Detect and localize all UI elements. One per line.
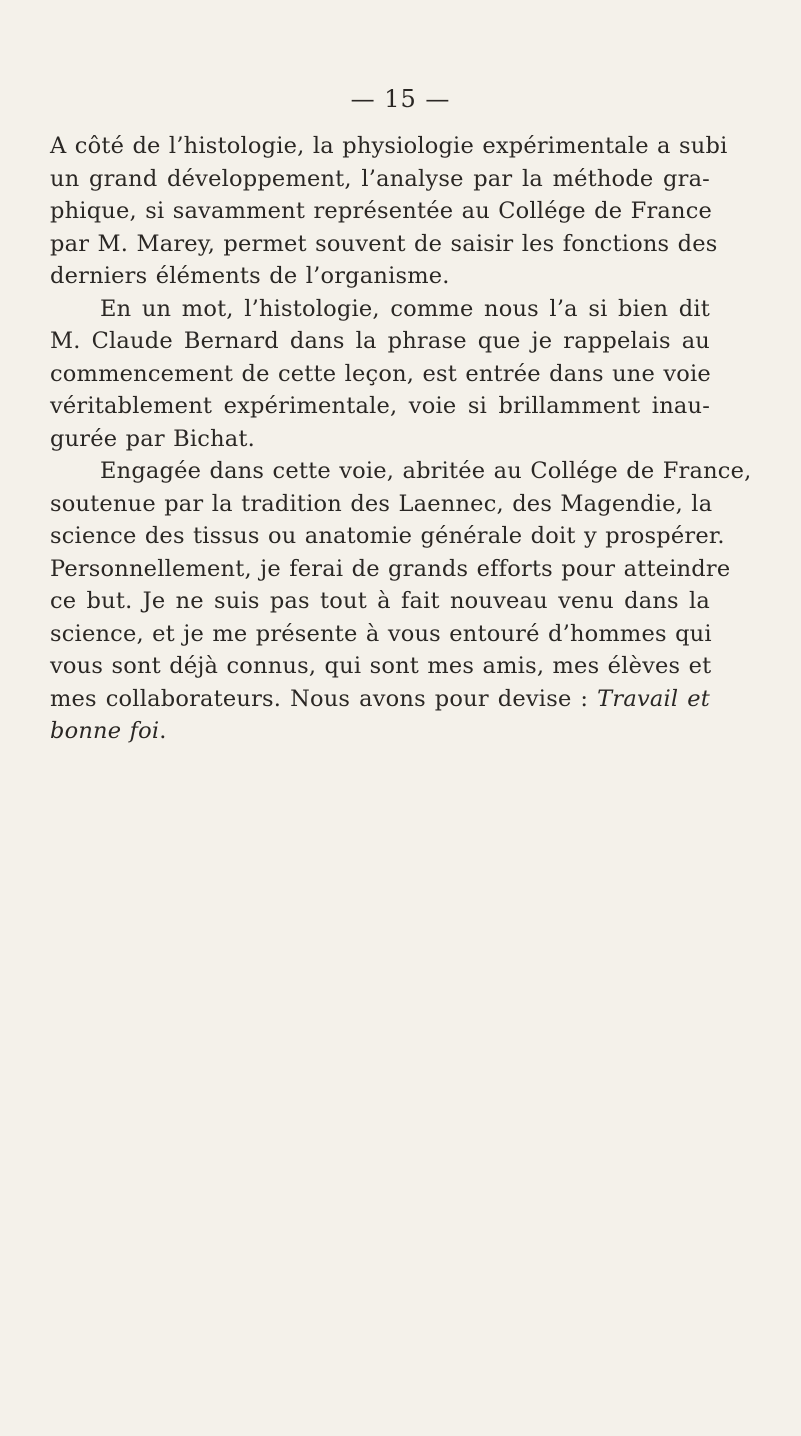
paragraph-3-line-4: Personnellement, je ferai de grands efforts pour atteindre	[50, 555, 731, 582]
text-body	[50, 130, 752, 748]
motto-period: .	[159, 718, 167, 744]
paragraph-3-line-7: vous sont déjà connus, qui sont mes amis, mes élèves et	[50, 653, 712, 679]
paragraph-3-line-8	[50, 683, 710, 716]
paragraph-1-line-2: un grand développement, l’analyse par la méthode gra-	[50, 165, 710, 192]
paragraph-2-line-3: commencement de cette leçon, est entrée dans une voie	[50, 360, 711, 387]
closing-line-text: mes collaborateurs. Nous avons pour devise :	[50, 685, 598, 712]
paragraph-1-line-3: phique, si savamment représentée au Collége de France	[50, 198, 713, 224]
paragraph-1-line-4: par M. Marey, permet souvent de saisir les fonctions des	[50, 230, 718, 257]
paragraph-1-line-5: derniers éléments de l’organisme.	[50, 263, 450, 289]
paragraph-2-line-2: M. Claude Bernard dans la phrase que je rappelais au	[50, 328, 710, 354]
paragraph-3-line-3: science des tissus ou anatomie générale doit y prospérer.	[50, 523, 725, 549]
paragraph-2-line-1: En un mot, l’histologie, comme nous l’a si bien dit	[100, 295, 710, 322]
paragraph-1-line-1: A côté de l’histologie, la physiologie expérimentale a subi	[50, 133, 728, 159]
paragraph-2-line-5: gurée par Bichat.	[50, 425, 255, 452]
paragraph-3-line-9	[50, 715, 710, 748]
motto-text-part-1: Travail et	[597, 685, 710, 712]
paragraph-3-line-6: science, et je me présente à vous entouré d’hommes qui	[50, 620, 712, 647]
paragraph-3-line-5: ce but. Je ne suis pas tout à fait nouveau venu dans la	[50, 588, 710, 614]
page-number: — 15 —	[350, 85, 451, 113]
paragraph-3-line-1: Engagée dans cette voie, abritée au Collége de France,	[100, 458, 752, 484]
motto-text-part-2: bonne foi	[50, 718, 160, 744]
paragraph-2-line-4: véritablement expérimentale, voie si brillamment inau-	[50, 393, 710, 419]
paragraph-3-line-2: soutenue par la tradition des Laennec, des Magendie, la	[50, 490, 713, 517]
